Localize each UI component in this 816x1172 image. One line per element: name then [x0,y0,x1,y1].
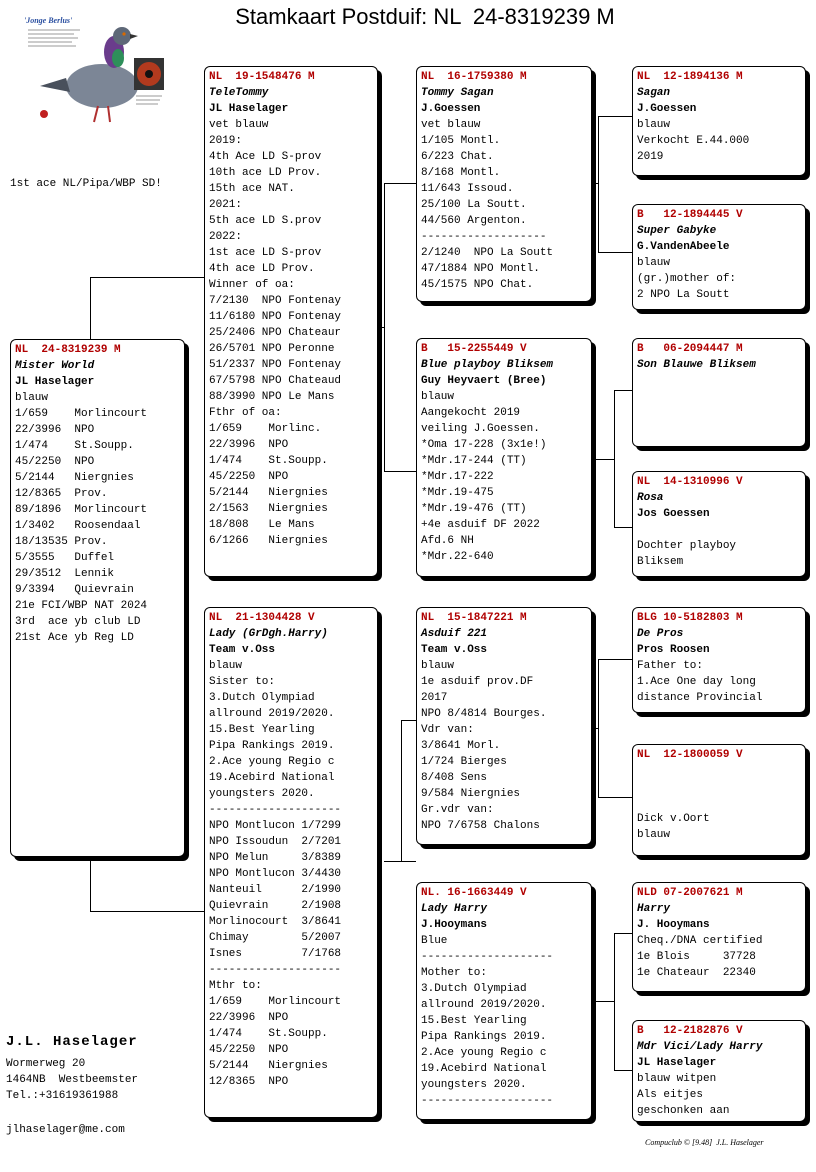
info-line: -------------------- [209,804,342,816]
ring-number: B 06-2094447 M [637,343,743,355]
info-line: vet blauw [421,119,481,131]
info-line: 12/8365 NPO [209,1076,289,1088]
info-line: 1e Blois 37728 [637,951,756,963]
info-line: 9/584 Niergnies [421,788,521,800]
info-line: 2022: [209,231,243,243]
info-line: 5/2144 Niergnies [209,487,328,499]
info-line: 4th ace LD Prov. [209,263,315,275]
info-line: +4e asduif DF 2022 [421,519,540,531]
info-line: Dochter playboy [637,540,737,552]
info-line: Bliksem [637,556,684,568]
info-line: Sister to: [209,676,276,688]
pigeon-name: Super Gabyke [637,225,717,237]
info-line: 3/8641 Morl. [421,740,501,752]
breeder-name: JL Haselager [637,1057,717,1069]
info-line: Nanteuil 2/1990 [209,884,342,896]
info-line: 2019 [637,151,664,163]
connector-line [384,861,401,862]
info-line: 15.Best Yearling [421,1015,527,1027]
connector-line [384,183,385,471]
card-mother-father [416,607,592,845]
info-line: NPO Montlucon 1/7299 [209,820,342,832]
info-line: 6/223 Chat. [421,151,494,163]
info-line: 1st ace LD S-prov [209,247,322,259]
info-line: blauw [637,829,671,841]
info-line: 6/1266 Niergnies [209,535,328,547]
breeder-name: Pros Roosen [637,644,710,656]
info-line: Pipa Rankings 2019. [421,1031,547,1043]
logo [22,14,172,130]
info-line: 1/474 St.Soupp. [209,1028,328,1040]
info-line: 1/659 Morlinc. [209,423,322,435]
info-line: 45/1575 NPO Chat. [421,279,534,291]
pigeon-name: Lady (GrDgh.Harry) [209,628,328,640]
connector-line [598,116,632,117]
info-line: 2021: [209,199,243,211]
info-line: 2/1240 NPO La Soutt [421,247,554,259]
info-line: blauw witpen [637,1073,717,1085]
info-line: 25/2406 NPO Chateaur [209,327,342,339]
info-line: 44/560 Argenton. [421,215,527,227]
info-line: 12/8365 Prov. [15,488,108,500]
info-line: Mthr to: [209,980,262,992]
card-mother [204,607,378,1118]
pigeon-name: Son Blauwe Bliksem [637,359,756,371]
info-line: 3.Dutch Olympiad [209,692,315,704]
info-line: 22/3996 NPO [15,424,95,436]
info-line: Aangekocht 2019 [421,407,521,419]
connector-line [90,911,204,912]
info-line: NPO Issoudun 2/7201 [209,836,342,848]
connector-line [592,1001,614,1002]
info-line: 18/808 Le Mans [209,519,315,531]
breeder-name: G.VandenAbeele [637,241,730,253]
info-line: blauw [209,660,243,672]
info-line: 2017 [421,692,448,704]
owner-block [6,1034,138,1104]
ring-number: NL 21-1304428 V [209,612,315,624]
info-line: Vdr van: [421,724,474,736]
info-line: 5/2144 Niergnies [15,472,134,484]
ring-number: BLG 10-5182803 M [637,612,743,624]
connector-line [598,116,599,252]
breeder-name: J. Hooymans [637,919,710,931]
pigeon-name [637,763,805,779]
info-line: 2.Ace young Regio c [421,1047,547,1059]
info-line: 2/1563 Niergnies [209,503,328,515]
info-line: 47/1884 NPO Montl. [421,263,540,275]
info-line: NPO Melun 3/8389 [209,852,342,864]
footer-credit: Compuclub © [9.48] J.L. Haselager [645,1138,764,1147]
info-line: 5/2144 Niergnies [209,1060,328,1072]
breeder-name: Team v.Oss [209,644,276,656]
info-line: youngsters 2020. [209,788,315,800]
side-note: 1st ace NL/Pipa/WBP SD! [10,178,162,190]
pigeon-name: Sagan [637,87,671,99]
owner-city: 1464NB Westbeemster [6,1074,139,1086]
connector-line [614,390,615,527]
info-line: 21e FCI/WBP NAT 2024 [15,600,148,612]
info-line: blauw [421,391,455,403]
info-line: NPO Montlucon 3/4430 [209,868,342,880]
pigeon-name: Harry [637,903,671,915]
breeder-name: J.Hooymans [421,919,488,931]
info-line: blauw [637,119,671,131]
info-line: 15th ace NAT. [209,183,295,195]
ring-number: B 12-1894445 V [637,209,743,221]
ring-number: NL 19-1548476 M [209,71,315,83]
info-line: Gr.vdr van: [421,804,494,816]
connector-line [401,861,416,862]
info-line: Cheq./DNA certified [637,935,763,947]
info-line: Pipa Rankings 2019. [209,740,335,752]
info-line: 1/105 Montl. [421,135,501,147]
info-line: youngsters 2020. [421,1079,527,1091]
card-mfm [632,744,806,856]
info-line: *Mdr.17-222 [421,471,494,483]
card-mother-mother [416,882,592,1120]
info-line: 1e asduif prov.DF [421,676,534,688]
ring-number: B 15-2255449 V [421,343,527,355]
connector-line [598,659,599,797]
pigeon-name: Blue playboy Bliksem [421,359,554,371]
info-line: Als eitjes [637,1089,704,1101]
info-line: Fthr of oa: [209,407,282,419]
ring-number: NL 16-1759380 M [421,71,527,83]
card-fmm [632,471,806,577]
info-line: 19.Acebird National [209,772,335,784]
info-line: Afd.6 NH [421,535,474,547]
ring-number: NL. 16-1663449 V [421,887,527,899]
info-line: geschonken aan [637,1105,730,1117]
breeder-name: Guy Heyvaert (Bree) [421,375,547,387]
connector-line [90,277,91,339]
connector-line [598,659,632,660]
card-fmf [632,338,806,447]
pigeon-name: Mister World [15,360,95,372]
info-line: 21st Ace yb Reg LD [15,632,134,644]
info-line: 18/13535 Prov. [15,536,108,548]
info-line: 45/2250 NPO [209,1044,289,1056]
ring-number: NL 15-1847221 M [421,612,527,624]
info-line: 8/168 Montl. [421,167,501,179]
breeder-name: Team v.Oss [421,644,488,656]
info-line: ------------------- [421,231,547,243]
info-line: 2.Ace young Regio c [209,756,335,768]
info-line: 4th Ace LD S-prov [209,151,322,163]
ring-number: NL 12-1894136 M [637,71,743,83]
info-line: Mother to: [421,967,488,979]
info-line: 19.Acebird National [421,1063,547,1075]
info-line: 1/474 St.Soupp. [15,440,134,452]
info-line: 29/3512 Lennik [15,568,115,580]
info-line: 3rd ace yb club LD [15,616,141,628]
connector-line [614,527,632,528]
info-line: 26/5701 NPO Peronne [209,343,335,355]
info-line: blauw [15,392,49,404]
info-line: 8/408 Sens [421,772,488,784]
card-father-mother [416,338,592,577]
card-fff [632,66,806,176]
info-line: 51/2337 NPO Fontenay [209,359,342,371]
info-line: blauw [421,660,455,672]
pigeon-name: TeleTommy [209,87,269,99]
info-line: *Mdr.17-244 (TT) [421,455,527,467]
connector-line [401,720,416,721]
info-line: 89/1896 Morlincourt [15,504,148,516]
pigeon-name: Lady Harry [421,903,488,915]
info-line: 5th ace LD S.prov [209,215,322,227]
info-line: -------------------- [421,1095,554,1107]
info-line: 11/643 Issoud. [421,183,514,195]
info-line: 5/3555 Duffel [15,552,115,564]
breeder-name: Jos Goessen [637,508,710,520]
info-line: -------------------- [421,951,554,963]
info-line: 9/3394 Quievrain [15,584,134,596]
connector-line [384,183,416,184]
info-line: 3.Dutch Olympiad [421,983,527,995]
connector-line [384,471,416,472]
owner-name: J.L. Haselager [6,1034,138,1050]
breeder-name [637,373,805,389]
pigeon-name: Rosa [637,492,664,504]
card-mmf [632,882,806,992]
info-line: 1.Ace One day long [637,676,756,688]
info-line: NPO 8/4814 Bourges. [421,708,547,720]
info-line: NPO 7/6758 Chalons [421,820,540,832]
info-line: 67/5798 NPO Chateaud [209,375,342,387]
pigeon-name: Asduif 221 [421,628,488,640]
connector-line [592,459,614,460]
connector-line [592,728,598,729]
info-line: -------------------- [209,964,342,976]
info-line: 22/3996 NPO [209,439,289,451]
connector-line [598,252,632,253]
connector-line [614,933,615,1070]
logo-text: 'Jonge Berlus' [24,16,73,25]
info-line: allround 2019/2020. [421,999,547,1011]
info-line: *Mdr.19-476 (TT) [421,503,527,515]
info-line: blauw [637,257,671,269]
info-line: distance Provincial [637,692,763,704]
info-line: 11/6180 NPO Fontenay [209,311,342,323]
info-line: Quievrain 2/1908 [209,900,342,912]
connector-line [90,277,204,278]
info-line: Winner of oa: [209,279,295,291]
info-line: 2 NPO La Soutt [637,289,730,301]
pigeon-name: Tommy Sagan [421,87,494,99]
connector-line [598,797,632,798]
info-line: 1/659 Morlincourt [15,408,148,420]
info-line: 22/3996 NPO [209,1012,289,1024]
info-line: 1/659 Morlincourt [209,996,342,1008]
card-father-father [416,66,592,302]
info-line: allround 2019/2020. [209,708,335,720]
info-line: 1/474 St.Soupp. [209,455,328,467]
ring-number: NLD 07-2007621 M [637,887,743,899]
connector-line [401,720,402,861]
info-line: 25/100 La Soutt. [421,199,527,211]
info-line: 45/2250 NPO [15,456,95,468]
pigeon-logo-icon [22,14,172,130]
ring-number: B 12-2182876 V [637,1025,743,1037]
page-title: Stamkaart Postduif: NL 24-8319239 M [235,4,615,29]
card-father [204,66,378,577]
info-line: (gr.)mother of: [637,273,737,285]
info-line: *Mdr.22-640 [421,551,494,563]
connector-line [90,857,91,912]
info-line: *Mdr.19-475 [421,487,494,499]
ring-number: NL 24-8319239 M [15,344,121,356]
pigeon-name: De Pros [637,628,684,640]
info-line: veiling J.Goessen. [421,423,540,435]
breeder-name: JL Haselager [209,103,289,115]
card-ffm [632,204,806,310]
info-line: Isnes 7/1768 [209,948,342,960]
breeder-name [637,779,805,795]
info-line [637,522,805,538]
connector-line [378,327,384,328]
breeder-name: J.Goessen [421,103,481,115]
info-line: 10th ace LD Prov. [209,167,322,179]
info-line: 88/3990 NPO Le Mans [209,391,335,403]
info-line: Dick v.Oort [637,813,710,825]
info-line: 2019: [209,135,243,147]
connector-line [592,183,598,184]
card-mmm [632,1020,806,1122]
breeder-name: J.Goessen [637,103,697,115]
pigeon-name: Mdr Vici/Lady Harry [637,1041,763,1053]
info-line: Morlinocourt 3/8641 [209,916,342,928]
info-line: Chimay 5/2007 [209,932,342,944]
info-line: Blue [421,935,448,947]
ring-number: NL 14-1310996 V [637,476,743,488]
connector-line [614,933,632,934]
info-line [637,795,805,811]
info-line: 15.Best Yearling [209,724,315,736]
owner-address: Wormerweg 20 [6,1058,86,1070]
info-line: 45/2250 NPO [209,471,289,483]
breeder-name: JL Haselager [15,376,95,388]
card-subject [10,339,185,857]
connector-line [614,1070,632,1071]
info-line: vet blauw [209,119,269,131]
info-line: *Oma 17-228 (3x1e!) [421,439,547,451]
ring-number: NL 12-1800059 V [637,749,743,761]
card-mff [632,607,806,713]
info-line: Verkocht E.44.000 [637,135,750,147]
connector-line [614,390,632,391]
info-line: Father to: [637,660,704,672]
owner-email[interactable]: jlhaselager@me.com [6,1124,125,1136]
info-line: 1/724 Bierges [421,756,507,768]
info-line: 1e Chateaur 22340 [637,967,756,979]
owner-phone: Tel.:+31619361988 [6,1090,119,1102]
info-line: 1/3402 Roosendaal [15,520,141,532]
info-line: 7/2130 NPO Fontenay [209,295,342,307]
